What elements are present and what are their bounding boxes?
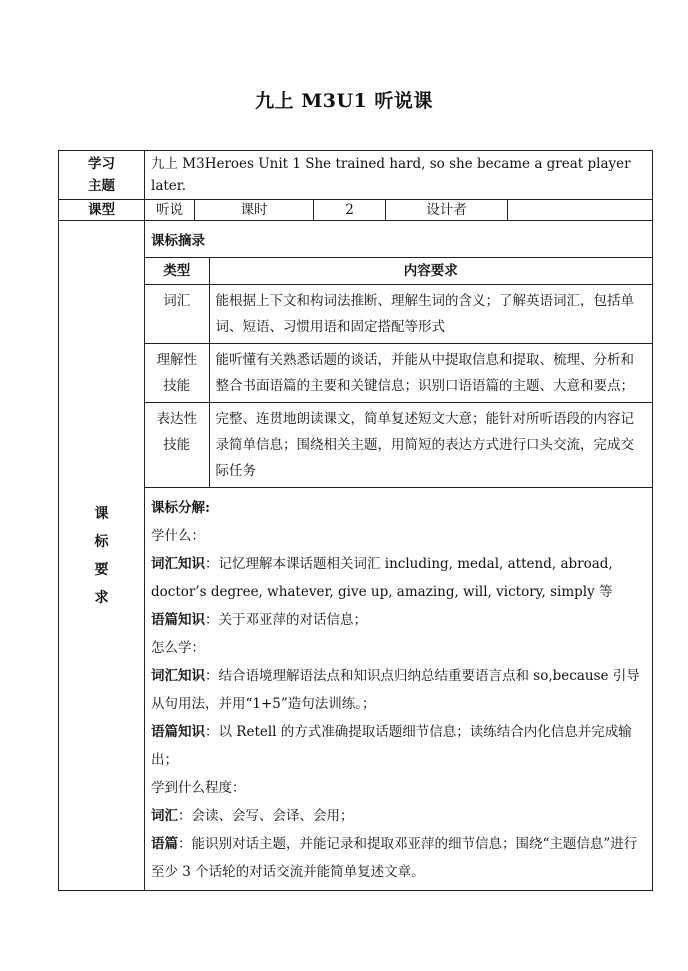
period-value: 2 <box>314 200 386 221</box>
type-label: 课型 <box>59 200 145 221</box>
req-content-comprehension: 能听懂有关熟悉话题的谈话，并能从中提取信息和提取、梳理、分析和整合书面语篇的主要和关键信息；识别口语语篇的主题、大意和要点； <box>209 344 652 403</box>
req-type-comprehension-line1: 理解性 <box>156 352 197 368</box>
topic-label-line1: 学习 <box>88 156 115 172</box>
what-vocab-label: 词汇知识 <box>151 556 205 572</box>
analysis-row <box>59 488 653 891</box>
topic-row <box>59 151 653 200</box>
designer-label: 设计者 <box>386 200 508 221</box>
level-discourse <box>151 830 646 886</box>
what-discourse-text: ：关于邓亚萍的对话信息； <box>205 612 367 628</box>
requirements-content <box>145 221 653 488</box>
header-type: 类型 <box>145 258 209 285</box>
what-discourse-label: 语篇知识 <box>151 612 205 628</box>
lesson-plan-table <box>58 150 653 891</box>
what-vocab-text: ：记忆理解本课话题相关词汇 including, medal, attend, abroad, doctor’s degree, whatever, give up, amazing, will, victory, simply 等 <box>151 556 613 600</box>
how-vocab-text: ：结合语境理解语法点和知识点归纳总结重要语言点和 so,because 引导从句用法，并用“1+5”造句法训练。； <box>151 668 640 712</box>
analysis-content <box>145 488 653 891</box>
level-vocab-label: 词汇 <box>151 808 178 824</box>
side-char-1: 课 <box>94 505 109 522</box>
topic-label-cell <box>59 151 145 200</box>
designer-value <box>508 200 653 221</box>
how-discourse-label: 语篇知识 <box>151 724 205 740</box>
inner-header-row <box>145 258 652 285</box>
req-row-expression <box>145 403 652 488</box>
req-type-expression-line2: 技能 <box>163 437 191 453</box>
page-title: 九上 M3U1 听说课 <box>255 90 433 112</box>
req-content-vocab: 能根据上下文和构词法推断、理解生词的含义；了解英语词汇，包括单词、短语、习惯用语和固定搭配等形式 <box>209 285 652 344</box>
req-type-comprehension-line2: 技能 <box>163 378 191 394</box>
analysis-title: 课标分解: <box>151 500 210 516</box>
req-row-vocab <box>145 285 652 344</box>
side-char-3: 要 <box>94 561 109 578</box>
side-char-2: 标 <box>94 533 109 550</box>
period-label: 课时 <box>195 200 314 221</box>
topic-label-line2: 主题 <box>88 178 115 194</box>
type-value: 听说 <box>145 200 195 221</box>
requirements-row <box>59 221 653 488</box>
topic-value: 九上 M3Heroes Unit 1 She trained hard, so she became a great player later. <box>145 151 653 200</box>
requirements-side-label <box>59 221 145 891</box>
req-type-vocab: 词汇 <box>145 285 209 344</box>
info-row <box>59 200 653 221</box>
side-char-4: 求 <box>94 589 109 606</box>
req-content-expression: 完整、连贯地朗读课文，简单复述短文大意；能针对所听语段的内容记录简单信息；围绕相关主题，用简短的表达方式进行口头交流，完成交际任务 <box>209 403 652 488</box>
requirements-inner-table <box>145 257 652 487</box>
excerpt-title: 课标摘录 <box>151 233 205 249</box>
req-type-expression <box>145 403 209 488</box>
req-type-comprehension <box>145 344 209 403</box>
what-discourse <box>151 606 646 634</box>
what-vocab <box>151 550 646 606</box>
level-vocab-text: ：会读、会写、会译、会用； <box>178 808 354 824</box>
level-vocab <box>151 802 646 830</box>
how-discourse <box>151 718 646 774</box>
req-row-comprehension <box>145 344 652 403</box>
how-discourse-text: ：以 Retell 的方式准确提取话题细节信息；读练结合内化信息并完成输出； <box>151 724 632 768</box>
how-vocab <box>151 662 646 718</box>
header-content: 内容要求 <box>209 258 652 285</box>
level-discourse-label: 语篇 <box>151 836 178 852</box>
level-heading: 学到什么程度： <box>151 780 246 796</box>
what-heading: 学什么： <box>151 528 205 544</box>
how-heading: 怎么学： <box>151 640 205 656</box>
req-type-expression-line1: 表达性 <box>156 411 197 427</box>
how-vocab-label: 词汇知识 <box>151 668 205 684</box>
level-discourse-text: ：能识别对话主题，并能记录和提取邓亚萍的细节信息；围绕“主题信息”进行至少 3 个话轮的对话交流并能简单复述文章。 <box>151 836 638 880</box>
